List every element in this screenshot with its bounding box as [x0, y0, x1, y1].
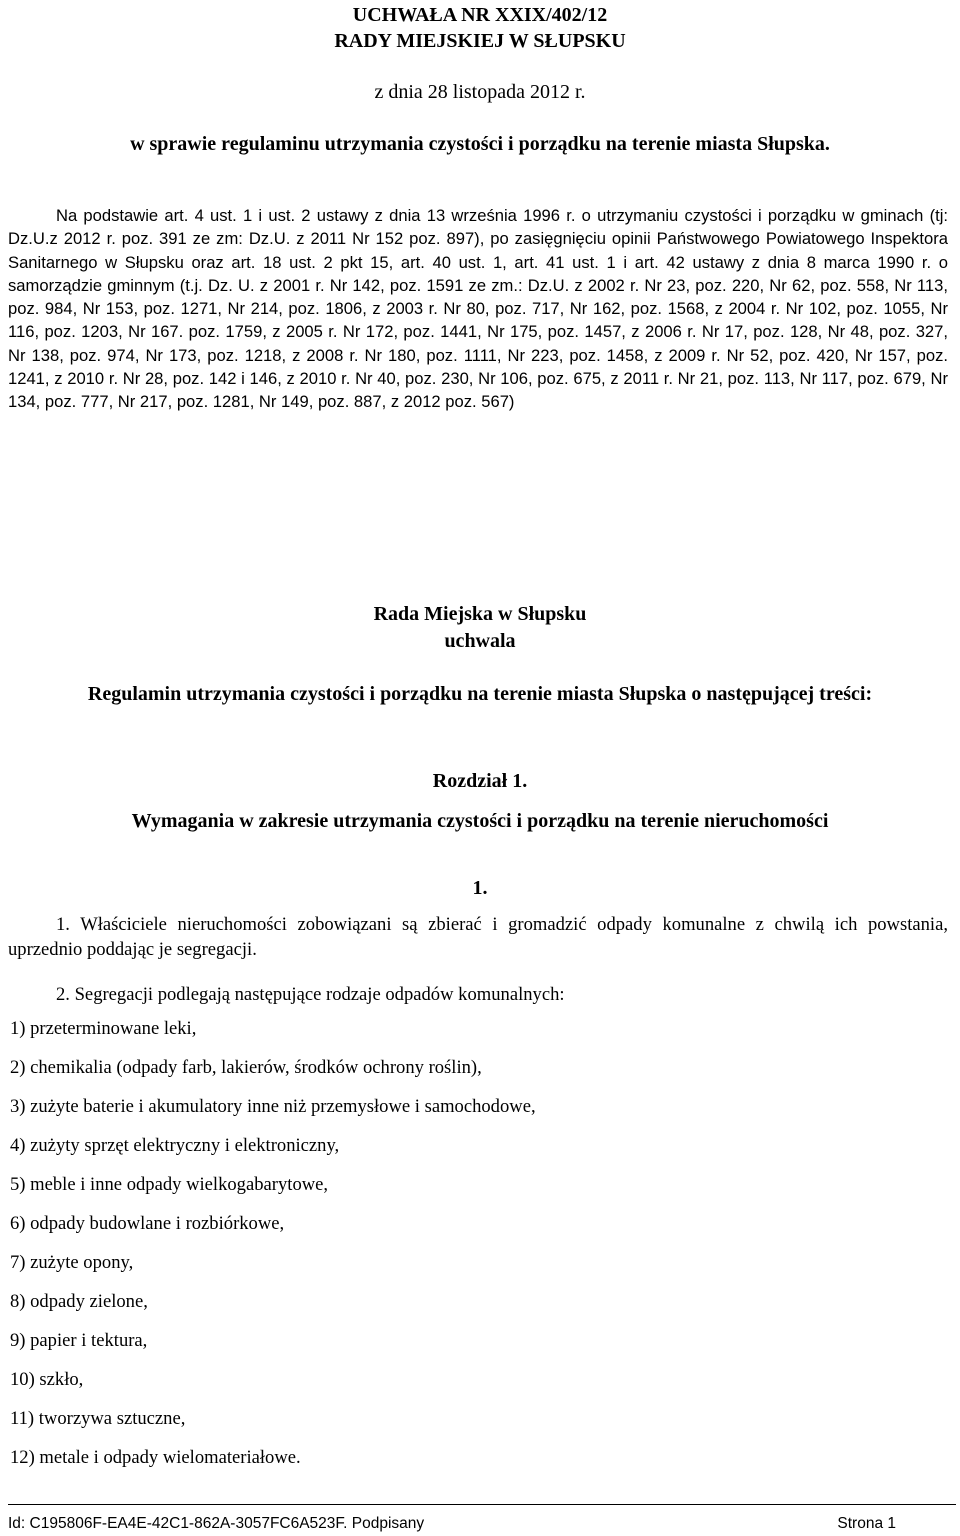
resolution-subject: w sprawie regulaminu utrzymania czystości i porządku na terenie miasta Słupska. [130, 133, 830, 155]
resolves-heading: uchwala [444, 630, 516, 652]
regulation-statement: Regulamin utrzymania czystości i porządku na terenie miasta Słupska o następującej treści: [87, 683, 873, 705]
list-item: 9) papier i tektura, [10, 1330, 148, 1351]
council-heading: Rada Miejska w Słupsku [373, 603, 587, 625]
chapter-title: Wymagania w zakresie utrzymania czystości i porządku na terenie nieruchomości [131, 810, 829, 832]
list-item: 5) meble i inne odpady wielkogabarytowe, [10, 1174, 329, 1195]
list-item: 7) zużyte opony, [10, 1252, 134, 1273]
resolution-title: UCHWAŁA NR XXIX/402/12 [352, 4, 608, 26]
section-label: 1. [472, 877, 488, 899]
chapter-number: Rozdział 1. [432, 770, 528, 792]
list-item: 4) zużyty sprzęt elektryczny i elektroniczny, [10, 1135, 340, 1156]
list-item: 10) szkło, [10, 1369, 84, 1390]
section-paragraph-2: 2. Segregacji podlegają następujące rodzaje odpadów komunalnych: [56, 984, 565, 1005]
list-item: 3) zużyte baterie i akumulatory inne niż przemysłowe i samochodowe, [10, 1096, 536, 1117]
list-item: 2) chemikalia (odpady farb, lakierów, środków ochrony roślin), [10, 1057, 482, 1078]
council-name: RADY MIEJSKIEJ W SŁUPSKU [334, 30, 626, 52]
list-item: 12) metale i odpady wielomateriałowe. [10, 1447, 301, 1468]
list-item: 11) tworzywa sztuczne, [10, 1408, 186, 1429]
resolution-date: z dnia 28 listopada 2012 r. [374, 81, 586, 103]
list-item: 8) odpady zielone, [10, 1291, 148, 1312]
footer-divider [8, 1504, 956, 1505]
section-paragraph-1: 1. Właściciele nieruchomości zobowiązani są zbierać i gromadzić odpady komunalne z chwilą ich powstania, uprzednio poddając je segregacji. [8, 914, 948, 960]
list-item: 6) odpady budowlane i rozbiórkowe, [10, 1213, 285, 1234]
document-id: Id: C195806F-EA4E-42C1-862A-3057FC6A523F. Podpisany [8, 1515, 425, 1532]
legal-basis-preamble: Na podstawie art. 4 ust. 1 i ust. 2 ustawy z dnia 13 września 1996 r. o utrzymaniu czystości i porządku w gminach (tj: Dz.U.z 2012 r. poz. 391 ze zm: Dz.U. z 2011 Nr 152 poz. 897), po zasięgnięciu opinii Państwowego Powiatowego Inspektora Sanitarnego w Słupsku oraz art. 18 ust. 2 pkt 15, art. 40 ust. 1, art. 41 ust. 1 i art. 42 ustawy z dnia 8 marca 1990 r. o samorządzie gminnym (t.j. Dz. U. z 2001 r. Nr 142, poz. 1591 ze zm.: Dz.U. z 2002 r. Nr 23, poz. 220, Nr 62, poz. 558, Nr 113, poz. 984, Nr 153, poz. 1271, Nr 214, poz. 1806, z 2003 r. Nr 80, poz. 717, Nr 162, poz. 1568, z 2004 r. Nr 102, poz. 1055, Nr 116, poz. 1203, Nr 167. poz. 1759, z 2005 r. Nr 172, poz. 1441, Nr 175, poz. 1457, z 2006 r. Nr 17, poz. 128, Nr 48, poz. 327, Nr 138, poz. 974, Nr 173, poz. 1218, z 2008 r. Nr 180, poz. 1111, Nr 223, poz. 1458, z 2009 r. Nr 52, poz. 420, Nr 157, poz. 1241, z 2010 r. Nr 28, poz. 142 i 146, z 2010 r. Nr 40, poz. 230, Nr 106, poz. 675, z 2011 r. Nr 21, poz. 113, Nr 117, poz. 679, Nr 134, poz. 777, Nr 217, poz. 1281, Nr 149, poz. 887, z 2012 poz. 567) [8, 206, 948, 412]
page-number: Strona 1 [837, 1515, 896, 1532]
list-item: 1) przeterminowane leki, [10, 1018, 197, 1039]
